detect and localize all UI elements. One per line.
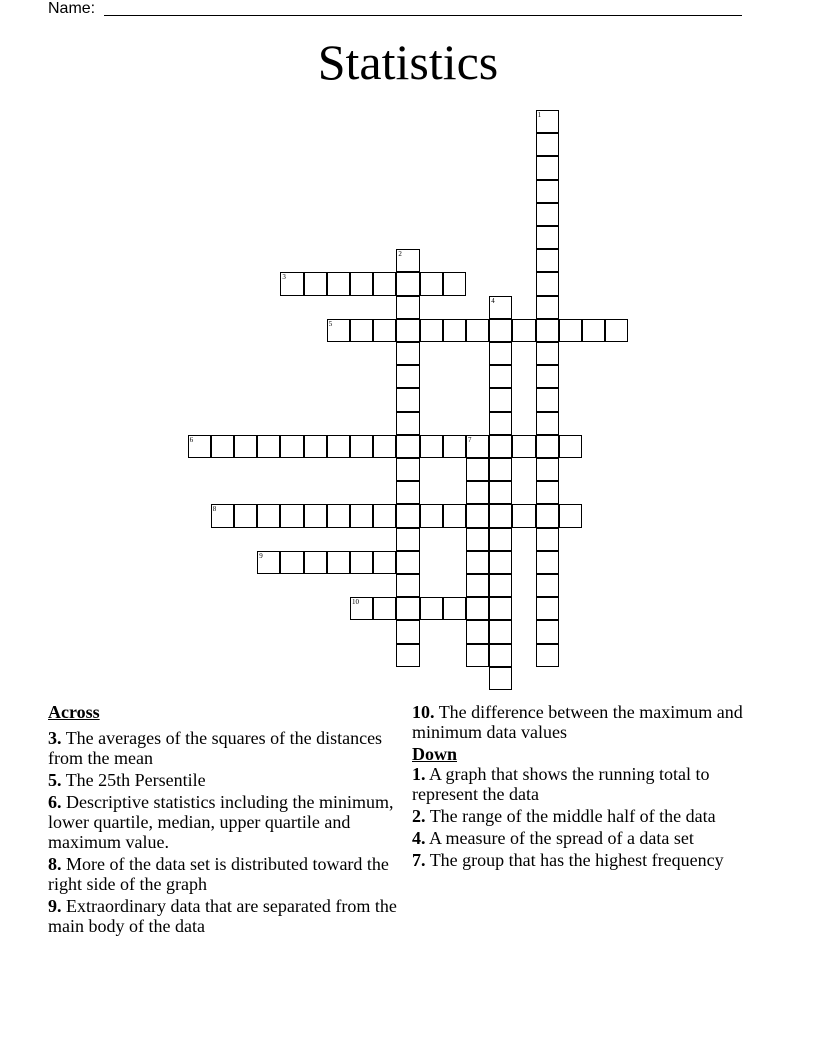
crossword-cell[interactable] [420, 435, 443, 458]
across-heading: Across [48, 702, 100, 722]
clue-number: 10. [412, 702, 435, 722]
crossword-cell[interactable] [536, 296, 559, 319]
crossword-cell[interactable] [373, 504, 396, 527]
crossword-cell[interactable] [536, 156, 559, 179]
crossword-cell[interactable] [396, 412, 419, 435]
crossword-cell[interactable] [396, 319, 419, 342]
crossword-cell[interactable] [536, 458, 559, 481]
crossword-cell[interactable] [396, 365, 419, 388]
crossword-cell[interactable] [257, 551, 280, 574]
crossword-cell[interactable] [373, 551, 396, 574]
clue-number: 7. [412, 850, 426, 870]
crossword-cell[interactable] [373, 319, 396, 342]
crossword-cell[interactable] [489, 458, 512, 481]
crossword-cell[interactable] [559, 435, 582, 458]
crossword-cell[interactable] [489, 620, 512, 643]
crossword-cell[interactable] [396, 272, 419, 295]
crossword-cell[interactable] [280, 435, 303, 458]
crossword-cell[interactable] [327, 319, 350, 342]
crossword-cell[interactable] [396, 458, 419, 481]
crossword-cell[interactable] [466, 458, 489, 481]
crossword-cell[interactable] [536, 180, 559, 203]
clue-text: Descriptive statistics including the minimum, lower quartile, median, upper quartile and maximum value. [48, 792, 394, 852]
crossword-cell[interactable] [489, 667, 512, 690]
crossword-cell[interactable] [466, 551, 489, 574]
crossword-cell[interactable] [536, 203, 559, 226]
crossword-cell[interactable] [536, 574, 559, 597]
crossword-cell[interactable] [396, 504, 419, 527]
crossword-cell[interactable] [536, 133, 559, 156]
crossword-cell[interactable] [536, 388, 559, 411]
crossword-cell[interactable] [536, 528, 559, 551]
clue-down-1 [412, 764, 752, 804]
clue-number-label: 10 [352, 598, 359, 607]
crossword-cell[interactable] [396, 620, 419, 643]
crossword-cell[interactable] [257, 435, 280, 458]
crossword-cell[interactable] [280, 551, 303, 574]
crossword-cell[interactable] [536, 319, 559, 342]
crossword-cell[interactable] [350, 272, 373, 295]
crossword-cell[interactable] [396, 249, 419, 272]
crossword-cell[interactable] [489, 319, 512, 342]
crossword-cell[interactable] [211, 504, 234, 527]
crossword-cell[interactable] [280, 504, 303, 527]
crossword-cell[interactable] [304, 435, 327, 458]
clue-across-8 [48, 854, 398, 894]
crossword-cell[interactable] [536, 412, 559, 435]
crossword-cell[interactable] [396, 388, 419, 411]
crossword-cell[interactable] [420, 319, 443, 342]
crossword-cell[interactable] [489, 528, 512, 551]
crossword-cell[interactable] [466, 528, 489, 551]
crossword-cell[interactable] [466, 319, 489, 342]
clue-text: The 25th Persentile [65, 770, 206, 790]
crossword-cell[interactable] [443, 435, 466, 458]
crossword-cell[interactable] [559, 319, 582, 342]
clue-text: The group that has the highest frequency [429, 850, 724, 870]
crossword-cell[interactable] [188, 435, 211, 458]
crossword-cell[interactable] [489, 388, 512, 411]
crossword-cell[interactable] [536, 342, 559, 365]
crossword-cell[interactable] [536, 226, 559, 249]
clue-number-label: 4 [491, 296, 495, 305]
clue-number: 1. [412, 764, 426, 784]
crossword-cell[interactable] [512, 435, 535, 458]
crossword-cell[interactable] [257, 504, 280, 527]
clue-text: The difference between the maximum and minimum data values [412, 702, 743, 742]
crossword-cell[interactable] [396, 296, 419, 319]
crossword-cell[interactable] [350, 319, 373, 342]
clue-number: 6. [48, 792, 62, 812]
clue-number-label: 1 [537, 111, 542, 119]
crossword-cell[interactable] [373, 272, 396, 295]
crossword-cell[interactable] [489, 435, 512, 458]
crossword-cell[interactable] [211, 435, 234, 458]
crossword-cell[interactable] [443, 319, 466, 342]
crossword-cell[interactable] [373, 435, 396, 458]
crossword-cell[interactable] [234, 435, 257, 458]
crossword-cell[interactable] [512, 504, 535, 527]
crossword-cell[interactable] [536, 481, 559, 504]
crossword-cell[interactable] [536, 249, 559, 272]
clue-text: A graph that shows the running total to represent the data [412, 764, 710, 804]
crossword-cell[interactable] [396, 644, 419, 667]
crossword-cell[interactable] [489, 412, 512, 435]
crossword-cell[interactable] [443, 597, 466, 620]
clue-number-label: 9 [259, 551, 263, 560]
crossword-cell[interactable] [489, 551, 512, 574]
crossword-cell[interactable] [489, 296, 512, 319]
crossword-cell[interactable] [327, 272, 350, 295]
crossword-cell[interactable] [466, 597, 489, 620]
crossword-cell[interactable] [536, 620, 559, 643]
crossword-cell[interactable] [443, 272, 466, 295]
crossword-cell[interactable] [373, 597, 396, 620]
crossword-cell[interactable] [396, 574, 419, 597]
clues-left-column [48, 702, 398, 938]
clue-text: A measure of the spread of a data set [429, 828, 694, 848]
clue-across-6 [48, 792, 398, 852]
crossword-cell[interactable] [304, 551, 327, 574]
clue-number-label: 8 [212, 505, 217, 514]
page-title: Statistics [317, 34, 499, 90]
clue-number: 2. [412, 806, 426, 826]
crossword-cell[interactable] [396, 597, 419, 620]
crossword-cell[interactable] [350, 597, 373, 620]
crossword-cell[interactable] [536, 597, 559, 620]
crossword-cell[interactable] [512, 319, 535, 342]
crossword-cell[interactable] [489, 481, 512, 504]
crossword-cell[interactable] [489, 574, 512, 597]
crossword-cell[interactable] [280, 272, 303, 295]
clue-text: The range of the middle half of the data [429, 806, 716, 826]
crossword-cell[interactable] [582, 319, 605, 342]
crossword-cell[interactable] [304, 272, 327, 295]
crossword-cell[interactable] [489, 342, 512, 365]
crossword-cell[interactable] [420, 272, 443, 295]
crossword-cell[interactable] [536, 504, 559, 527]
crossword-cell[interactable] [327, 551, 350, 574]
clue-down-4 [412, 828, 752, 848]
crossword-cell[interactable] [350, 435, 373, 458]
clue-number: 9. [48, 896, 62, 916]
clue-number-label: 5 [328, 319, 333, 328]
clue-number-label: 3 [282, 273, 286, 282]
down-heading: Down [412, 744, 458, 764]
crossword-cell[interactable] [466, 644, 489, 667]
crossword-cell[interactable] [304, 504, 327, 527]
clue-across-10 [412, 702, 752, 742]
crossword-cell[interactable] [396, 435, 419, 458]
crossword-cell[interactable] [327, 435, 350, 458]
crossword-cell[interactable] [536, 435, 559, 458]
clue-text: More of the data set is distributed toward the right side of the graph [48, 854, 389, 894]
crossword-cell[interactable] [396, 551, 419, 574]
crossword-cell[interactable] [489, 597, 512, 620]
crossword-cell[interactable] [536, 644, 559, 667]
clue-number-label: 2 [398, 250, 402, 259]
crossword-cell[interactable] [489, 504, 512, 527]
crossword-cell[interactable] [350, 504, 373, 527]
crossword-cell[interactable] [466, 504, 489, 527]
clue-number: 5. [48, 770, 62, 790]
crossword-cell[interactable] [466, 435, 489, 458]
crossword-cell[interactable] [466, 574, 489, 597]
crossword-cell[interactable] [466, 481, 489, 504]
crossword-cell[interactable] [466, 620, 489, 643]
crossword-cell[interactable] [396, 481, 419, 504]
crossword-cell[interactable] [489, 644, 512, 667]
crossword-cell[interactable] [605, 319, 628, 342]
crossword-cell[interactable] [536, 365, 559, 388]
clue-number-label: 6 [189, 435, 194, 444]
crossword-cell[interactable] [234, 504, 257, 527]
clue-number: 3. [48, 728, 62, 748]
crossword-cell[interactable] [443, 504, 466, 527]
crossword-cell[interactable] [420, 504, 443, 527]
clue-down-2 [412, 806, 752, 826]
crossword-cell[interactable] [327, 504, 350, 527]
crossword-cell[interactable] [489, 365, 512, 388]
clue-across-5 [48, 770, 398, 790]
clue-down-7 [412, 850, 752, 870]
clue-number-label: 7 [468, 435, 472, 444]
crossword-cell[interactable] [396, 342, 419, 365]
clue-across-3 [48, 728, 398, 768]
crossword-cell[interactable] [559, 504, 582, 527]
crossword-cell[interactable] [396, 528, 419, 551]
crossword-cell[interactable] [350, 551, 373, 574]
clues-right-column [412, 702, 752, 872]
clue-across-9 [48, 896, 398, 936]
crossword-cell[interactable] [536, 110, 559, 133]
clue-text: Extraordinary data that are separated from the main body of the data [48, 896, 397, 936]
crossword-cell[interactable] [536, 551, 559, 574]
clue-number: 4. [412, 828, 426, 848]
crossword-cell[interactable] [536, 272, 559, 295]
name-label: Name: [48, 0, 96, 17]
crossword-cell[interactable] [420, 597, 443, 620]
clue-number: 8. [48, 854, 62, 874]
clue-text: The averages of the squares of the distances from the mean [48, 728, 383, 768]
